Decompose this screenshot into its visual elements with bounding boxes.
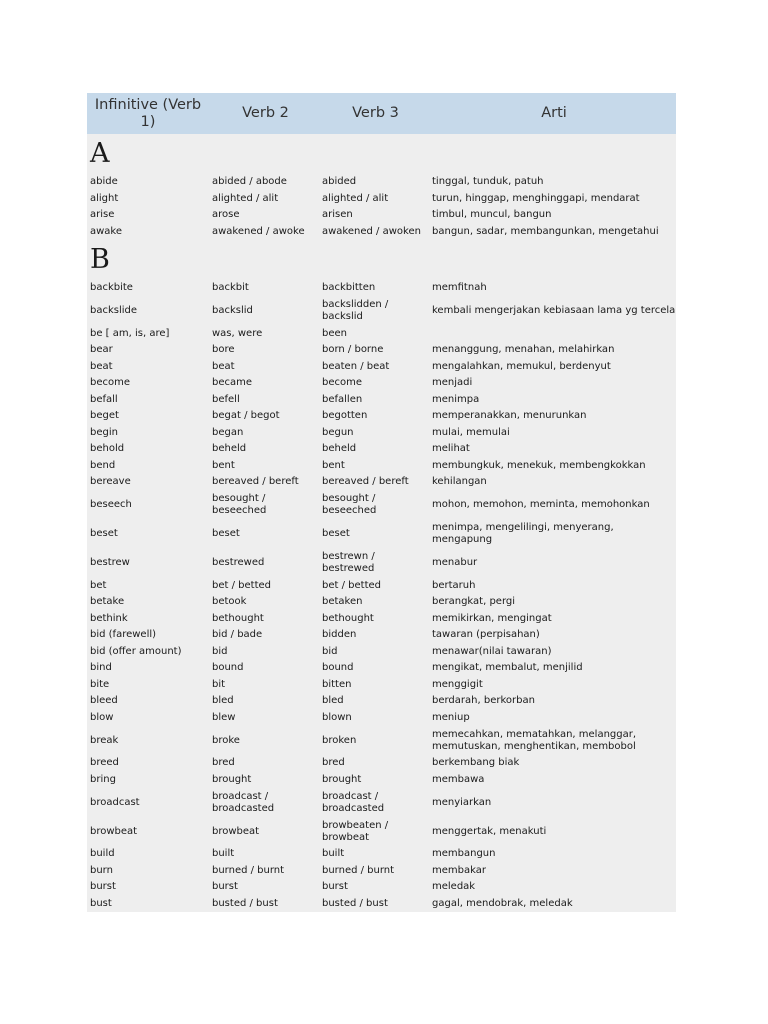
cell-verb2: brought	[212, 773, 252, 785]
table-row	[87, 342, 676, 359]
cell-arti: menabur	[432, 557, 478, 568]
cell-infinitive: abide	[90, 176, 118, 188]
table-row	[87, 693, 676, 710]
table-row	[87, 280, 676, 297]
cell-verb3: burst	[322, 881, 348, 893]
cell-verb2: backbit	[212, 282, 249, 294]
cell-arti: bangun, sadar, membangunkan, mengetahui	[432, 225, 659, 237]
cell-infinitive: bestrew	[90, 557, 130, 568]
cell-arti: mulai, memulai	[432, 426, 510, 438]
cell-arti: menjadi	[432, 377, 473, 389]
cell-arti: meledak	[432, 881, 476, 893]
cell-infinitive: backslide	[90, 305, 138, 316]
cell-verb3: begun	[322, 426, 354, 438]
cell-infinitive: bite	[90, 678, 110, 690]
cell-verb2: betook	[212, 596, 247, 608]
header-infinitive: Infinitive (Verb 1)	[94, 96, 202, 130]
table-row	[87, 611, 676, 628]
cell-infinitive: build	[90, 848, 115, 860]
verb-table	[87, 93, 676, 912]
cell-infinitive: bend	[90, 459, 116, 471]
cell-verb2: bid / bade	[212, 629, 263, 641]
cell-arti: memikirkan, mengingat	[432, 612, 552, 624]
table-row	[87, 191, 676, 208]
cell-arti: memecahkan, mematahkan, melanggar, memutuskan, menghentikan, membobol	[432, 728, 637, 752]
table-row	[87, 491, 676, 520]
cell-verb3: bethought	[322, 612, 374, 624]
cell-arti: kembali mengerjakan kebiasaan lama yg tercela	[432, 305, 676, 316]
cell-infinitive: backbite	[90, 282, 133, 294]
cell-verb2: bethought	[212, 612, 264, 624]
cell-verb2: broadcast / broadcasted	[212, 790, 275, 814]
cell-verb3: arisen	[322, 209, 353, 221]
cell-verb2: beheld	[212, 443, 247, 455]
table-row	[87, 755, 676, 772]
table-row	[87, 297, 676, 326]
table-row	[87, 846, 676, 863]
cell-infinitive: bring	[90, 773, 116, 785]
table-row	[87, 710, 676, 727]
table-row	[87, 174, 676, 191]
section-letter: B	[90, 244, 110, 275]
cell-verb3: been	[322, 327, 347, 339]
cell-arti: menggigit	[432, 678, 483, 690]
cell-verb2: bet / betted	[212, 579, 271, 591]
table-row	[87, 726, 676, 755]
cell-infinitive: become	[90, 377, 131, 389]
cell-arti: menimpa	[432, 393, 480, 405]
cell-verb3: backslidden / backslid	[322, 299, 389, 322]
table-row	[87, 207, 676, 224]
cell-verb2: built	[212, 848, 235, 860]
table-row	[87, 677, 676, 694]
table-row	[87, 392, 676, 409]
cell-verb3: brought	[322, 773, 362, 785]
cell-arti: memfitnah	[432, 282, 487, 294]
cell-verb3: broadcast / broadcasted	[322, 790, 385, 814]
cell-verb2: bent	[212, 459, 235, 471]
cell-arti: menawar(nilai tawaran)	[432, 645, 552, 657]
table-row	[87, 441, 676, 458]
cell-verb3: bid	[322, 645, 338, 657]
table-row	[87, 549, 676, 578]
cell-verb3: burned / burnt	[322, 864, 395, 876]
cell-verb2: broke	[212, 734, 240, 746]
cell-verb3: bereaved / bereft	[322, 476, 409, 488]
cell-arti: tinggal, tunduk, patuh	[432, 176, 544, 188]
cell-verb3: bitten	[322, 678, 352, 690]
table-row	[87, 520, 676, 549]
table-row	[87, 644, 676, 661]
cell-verb2: begat / begot	[212, 410, 280, 422]
cell-arti: tawaran (perpisahan)	[432, 629, 540, 641]
cell-verb2: bred	[212, 757, 235, 769]
cell-infinitive: burn	[90, 864, 113, 876]
cell-verb3: bled	[322, 695, 344, 707]
table-row	[87, 594, 676, 611]
cell-arti: menimpa, mengelilingi, menyerang, mengapung	[432, 522, 614, 545]
header-arti: Arti	[541, 105, 567, 121]
cell-infinitive: bid (farewell)	[90, 629, 157, 641]
cell-verb2: blew	[212, 711, 236, 723]
cell-infinitive: breed	[90, 757, 119, 769]
cell-verb3: beaten / beat	[322, 360, 390, 372]
cell-arti: membangun	[432, 848, 496, 860]
cell-verb3: born / borne	[322, 344, 384, 356]
cell-verb2: burned / burnt	[212, 864, 285, 876]
table-row	[87, 474, 676, 491]
cell-arti: timbul, muncul, bangun	[432, 209, 552, 221]
table-row	[87, 458, 676, 475]
cell-infinitive: bereave	[90, 476, 131, 488]
cell-verb3: besought / beseeched	[322, 493, 377, 516]
cell-verb2: bore	[212, 344, 235, 356]
cell-verb2: was, were	[212, 327, 263, 339]
cell-arti: menggertak, menakuti	[432, 825, 547, 837]
table-row	[87, 788, 676, 817]
cell-verb2: browbeat	[212, 825, 260, 837]
cell-verb3: betaken	[322, 596, 363, 608]
cell-verb2: awakened / awoke	[212, 225, 305, 237]
cell-verb2: bestrewed	[212, 557, 265, 568]
cell-verb3: broken	[322, 734, 357, 746]
cell-arti: kehilangan	[432, 476, 487, 488]
cell-verb3: bred	[322, 757, 345, 769]
cell-verb3: become	[322, 377, 363, 389]
cell-arti: memperanakkan, menurunkan	[432, 410, 587, 422]
cell-verb3: browbeaten / browbeat	[322, 819, 389, 843]
cell-infinitive: bust	[90, 897, 112, 909]
table-row	[87, 375, 676, 392]
cell-verb2: bled	[212, 695, 234, 707]
cell-infinitive: bear	[90, 344, 113, 356]
cell-infinitive: bet	[90, 579, 107, 591]
cell-infinitive: awake	[90, 225, 123, 237]
cell-arti: melihat	[432, 443, 470, 455]
cell-infinitive: bethink	[90, 612, 128, 624]
cell-infinitive: beseech	[90, 499, 132, 510]
cell-arti: membakar	[432, 864, 486, 876]
cell-verb3: built	[322, 848, 345, 860]
header-verb2: Verb 2	[242, 105, 289, 121]
cell-verb3: begotten	[322, 410, 368, 422]
cell-verb2: bit	[212, 678, 226, 690]
cell-infinitive: alight	[90, 192, 119, 204]
cell-infinitive: blow	[90, 711, 114, 723]
cell-arti: gagal, mendobrak, meledak	[432, 897, 573, 909]
cell-verb3: bent	[322, 459, 345, 471]
cell-verb3: befallen	[322, 393, 363, 405]
cell-verb3: busted / bust	[322, 897, 388, 909]
cell-verb3: beheld	[322, 443, 357, 455]
cell-arti: berdarah, berkorban	[432, 695, 535, 707]
cell-arti: mengikat, membalut, menjilid	[432, 662, 583, 674]
cell-infinitive: broadcast	[90, 796, 140, 808]
cell-verb3: awakened / awoken	[322, 225, 421, 237]
cell-verb3: bestrewn / bestrewed	[322, 551, 375, 574]
cell-verb3: backbitten	[322, 282, 376, 294]
cell-infinitive: bind	[90, 662, 112, 674]
table-header	[87, 93, 676, 134]
cell-infinitive: arise	[90, 209, 115, 221]
cell-arti: menanggung, menahan, melahirkan	[432, 344, 615, 356]
table-row	[87, 578, 676, 595]
cell-infinitive: be [ am, is, are]	[90, 327, 170, 339]
cell-verb2: began	[212, 426, 244, 438]
cell-infinitive: burst	[90, 881, 116, 893]
cell-infinitive: break	[90, 734, 119, 746]
cell-infinitive: bid (offer amount)	[90, 645, 182, 657]
cell-verb2: beat	[212, 360, 235, 372]
cell-infinitive: beat	[90, 360, 113, 372]
section-letter: A	[90, 138, 110, 169]
table-row	[87, 660, 676, 677]
cell-arti: mengalahkan, memukul, berdenyut	[432, 360, 611, 372]
table-row	[87, 408, 676, 425]
table-row	[87, 425, 676, 442]
cell-verb2: bound	[212, 662, 244, 674]
cell-verb2: became	[212, 377, 253, 389]
cell-arti: berkembang biak	[432, 757, 520, 769]
table-row	[87, 627, 676, 644]
cell-arti: mohon, memohon, meminta, memohonkan	[432, 499, 650, 510]
cell-verb2: backslid	[212, 305, 253, 316]
cell-infinitive: bleed	[90, 695, 118, 707]
cell-infinitive: betake	[90, 596, 125, 608]
table-row	[87, 896, 676, 913]
table-row	[87, 879, 676, 896]
cell-arti: berangkat, pergi	[432, 596, 516, 608]
cell-verb3: abided	[322, 176, 357, 188]
table-body	[87, 134, 676, 912]
table-row	[87, 772, 676, 789]
cell-verb3: blown	[322, 711, 352, 723]
cell-verb2: befell	[212, 393, 240, 405]
table-row	[87, 359, 676, 376]
cell-verb3: bound	[322, 662, 354, 674]
cell-arti: turun, hinggap, menghinggapi, mendarat	[432, 192, 640, 204]
cell-verb3: bidden	[322, 629, 357, 641]
table-row	[87, 224, 676, 241]
cell-verb3: bet / betted	[322, 579, 381, 591]
cell-arti: bertaruh	[432, 579, 476, 591]
cell-infinitive: browbeat	[90, 825, 138, 837]
table-row	[87, 863, 676, 880]
cell-verb2: busted / bust	[212, 897, 278, 909]
cell-verb2: abided / abode	[212, 176, 287, 188]
cell-infinitive: behold	[90, 443, 125, 455]
cell-infinitive: beset	[90, 528, 118, 539]
header-verb3: Verb 3	[352, 105, 399, 121]
cell-arti: menyiarkan	[432, 796, 492, 808]
cell-infinitive: begin	[90, 426, 118, 438]
table-row	[87, 326, 676, 343]
cell-verb2: burst	[212, 881, 238, 893]
cell-verb2: besought / beseeched	[212, 493, 267, 516]
cell-arti: meniup	[432, 711, 470, 723]
cell-verb2: bereaved / bereft	[212, 476, 299, 488]
cell-verb2: alighted / alit	[212, 192, 279, 204]
cell-arti: membungkuk, menekuk, membengkokkan	[432, 459, 646, 471]
table-row	[87, 817, 676, 846]
cell-verb2: arose	[212, 209, 240, 221]
cell-arti: membawa	[432, 773, 485, 785]
cell-verb2: bid	[212, 645, 228, 657]
cell-infinitive: beget	[90, 410, 119, 422]
cell-infinitive: befall	[90, 393, 118, 405]
cell-verb3: alighted / alit	[322, 192, 389, 204]
cell-verb2: beset	[212, 528, 240, 539]
cell-verb3: beset	[322, 528, 350, 539]
